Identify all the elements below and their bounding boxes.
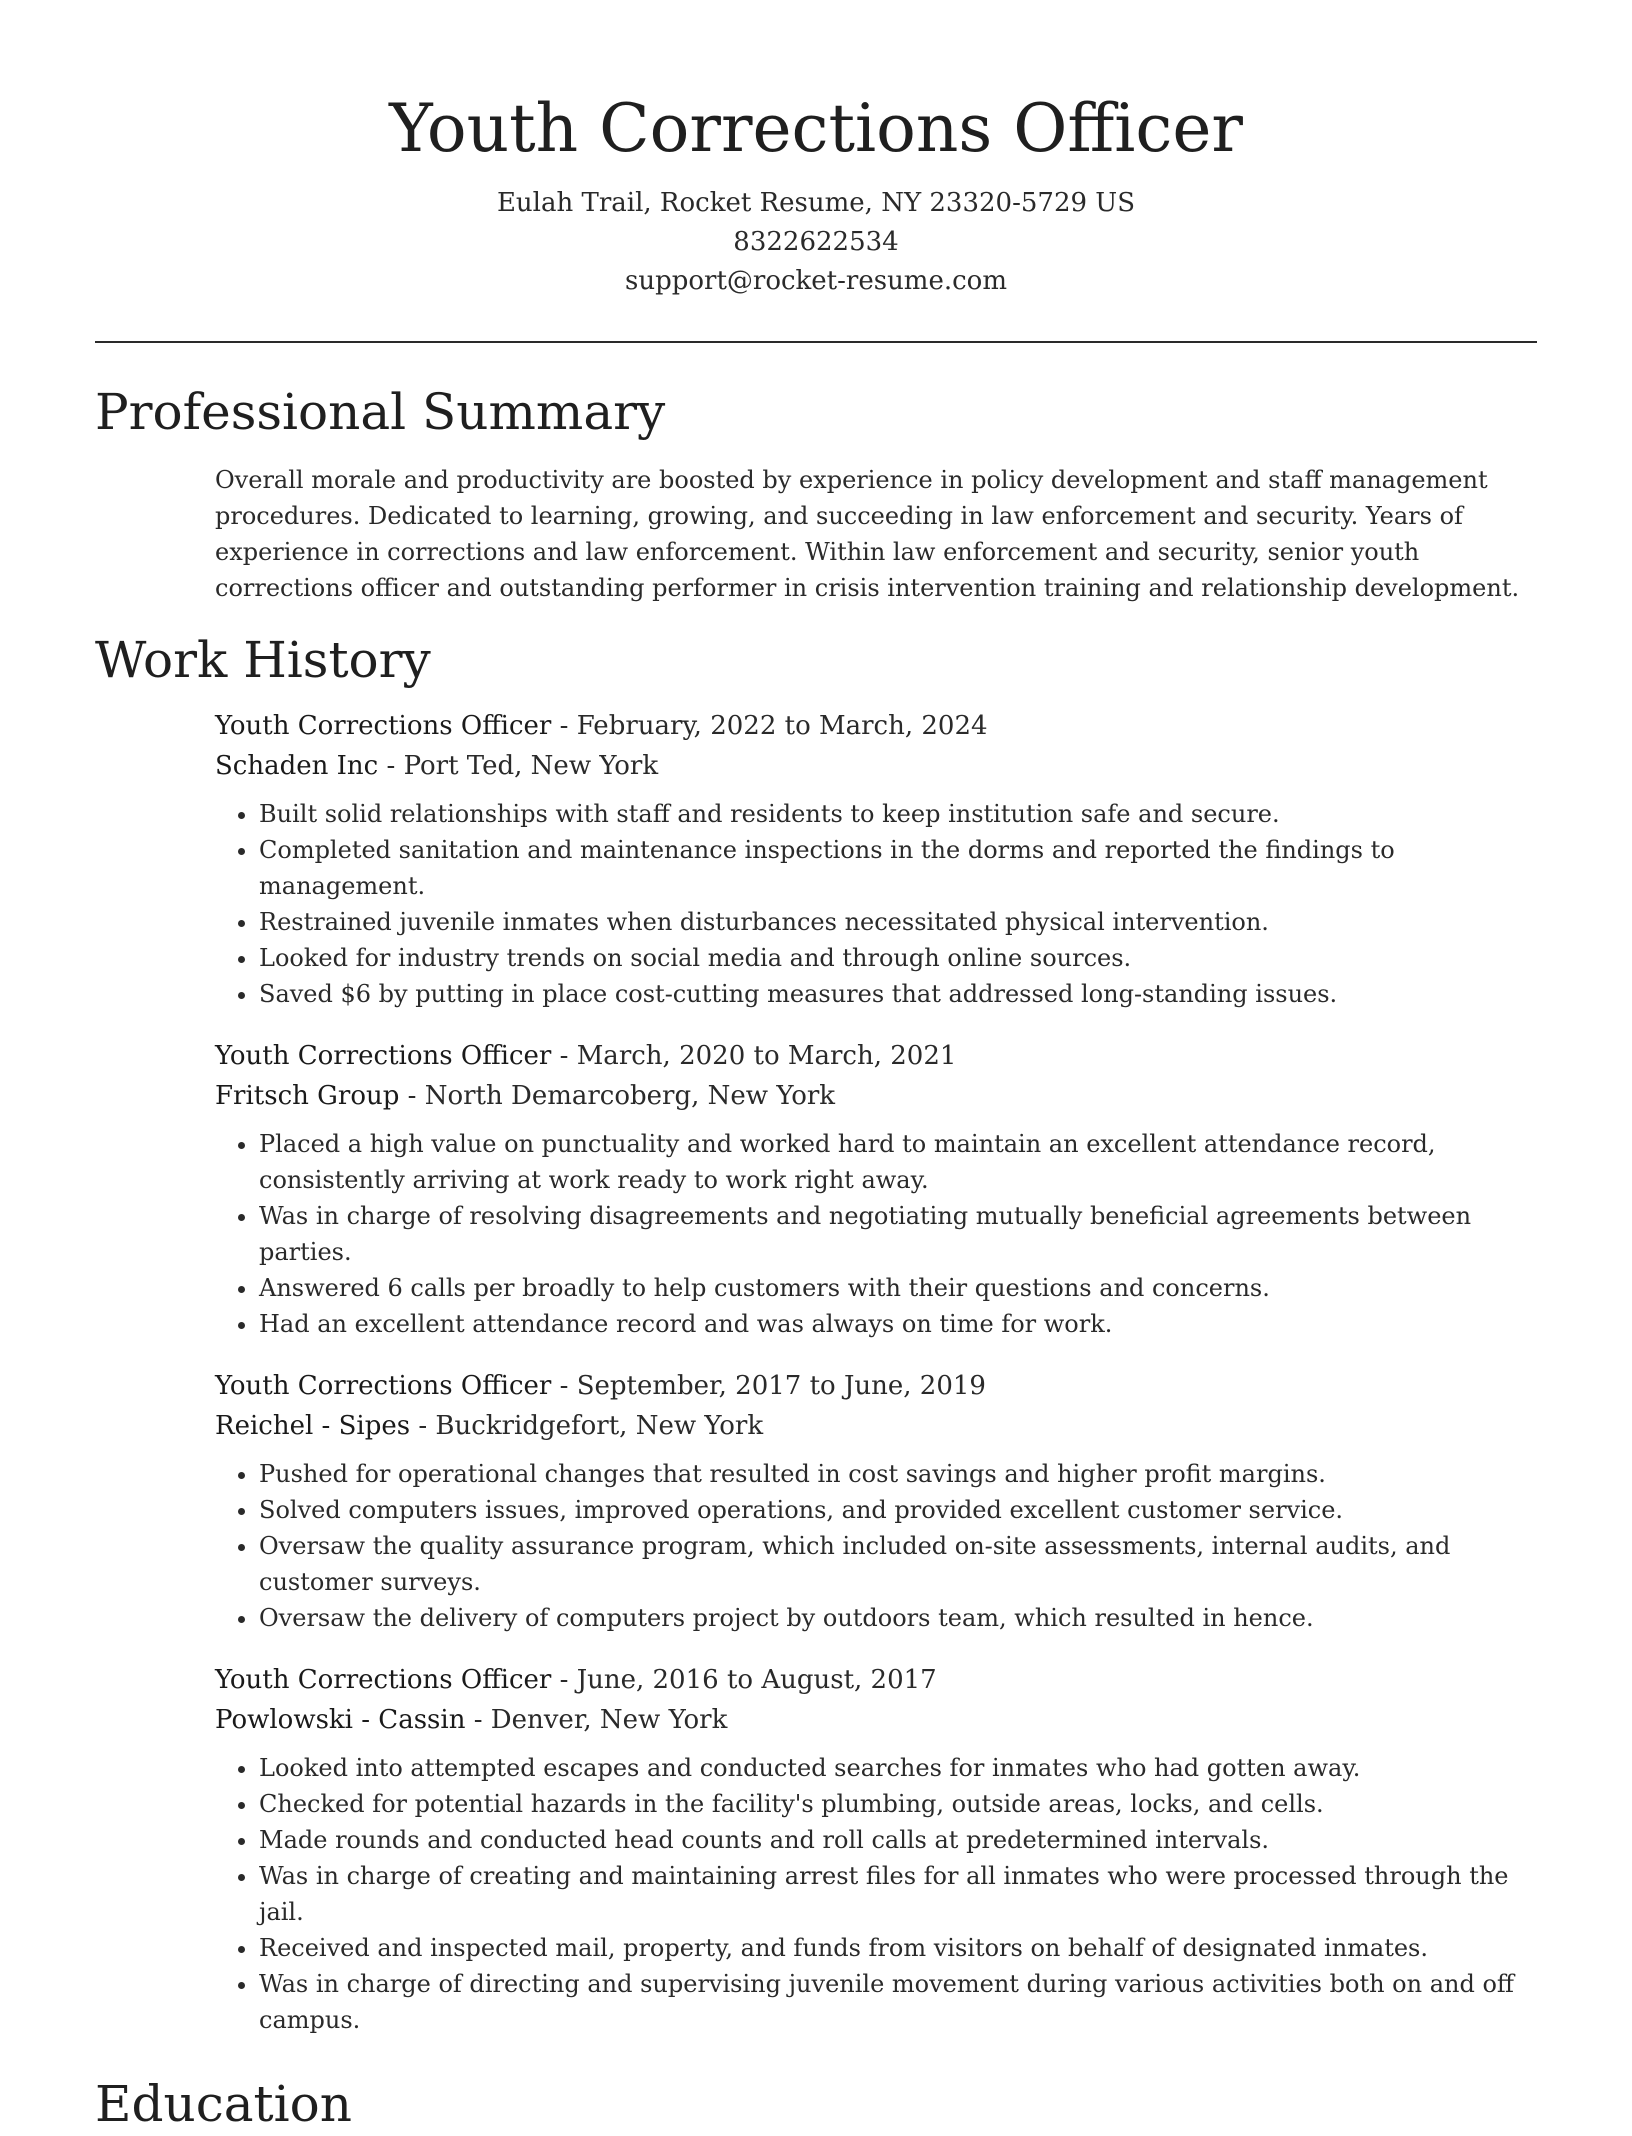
job-title: Youth Corrections Officer [215, 1041, 552, 1071]
job-entry [215, 1366, 1540, 1636]
job-list [215, 706, 1540, 2062]
contact-address: Eulah Trail, Rocket Resume, NY 23320-5729 US [496, 188, 1136, 218]
job-title-line [215, 1366, 1540, 1406]
list-item: • Placed a high value on punctuality and worked hard to maintain an excellent attendance record, consistently arriving at work ready to work right away. [259, 1126, 1540, 1198]
list-item: • Oversaw the delivery of computers project by outdoors team, which resulted in hence. [259, 1600, 1540, 1636]
job-company-line [215, 746, 1540, 786]
education-heading: Education [95, 2075, 352, 2133]
list-item: • Made rounds and conducted head counts and roll calls at predetermined intervals. [259, 1822, 1540, 1858]
list-item: • Restrained juvenile inmates when disturbances necessitated physical intervention. [259, 904, 1540, 940]
job-bullets [215, 1456, 1540, 1636]
job-title: Youth Corrections Officer [215, 1371, 552, 1401]
job-title: Youth Corrections Officer [215, 1665, 552, 1695]
job-dates: - June, 2016 to August, 2017 [551, 1665, 937, 1695]
contact-email: support@rocket-resume.com [624, 266, 1007, 296]
job-bullets [215, 1126, 1540, 1342]
job-company: Schaden Inc [215, 751, 379, 781]
contact-block [0, 184, 1632, 301]
job-title-line [215, 1036, 1540, 1076]
job-company: Powlowski - Cassin [215, 1705, 466, 1735]
header-divider [95, 341, 1537, 343]
job-company-line [215, 1700, 1540, 1740]
list-item: • Pushed for operational changes that resulted in cost savings and higher profit margins. [259, 1456, 1540, 1492]
job-location: - North Demarcoberg, New York [399, 1081, 836, 1111]
job-title: Youth Corrections Officer [215, 711, 552, 741]
list-item: • Built solid relationships with staff and residents to keep institution safe and secure. [259, 796, 1540, 832]
list-item: • Solved computers issues, improved operations, and provided excellent customer service. [259, 1492, 1540, 1528]
job-entry [215, 1036, 1540, 1342]
list-item: • Oversaw the quality assurance program, which included on-site assessments, internal audits, and customer surveys. [259, 1528, 1540, 1600]
job-bullets [215, 796, 1540, 1012]
job-entry [215, 1660, 1540, 2038]
list-item: • Was in charge of creating and maintaining arrest files for all inmates who were processed through the jail. [259, 1858, 1540, 1930]
job-company-line [215, 1406, 1540, 1446]
contact-phone: 8322622534 [733, 227, 899, 257]
list-item: • Looked for industry trends on social media and through online sources. [259, 940, 1540, 976]
job-entry [215, 706, 1540, 1012]
list-item: • Was in charge of resolving disagreements and negotiating mutually beneficial agreements between parties. [259, 1198, 1540, 1270]
list-item: • Answered 6 calls per broadly to help customers with their questions and concerns. [259, 1270, 1540, 1306]
work-history-heading: Work History [95, 631, 431, 689]
job-location: - Port Ted, New York [378, 751, 659, 781]
job-location: - Denver, New York [465, 1705, 728, 1735]
job-title-line [215, 706, 1540, 746]
job-bullets [215, 1750, 1540, 2038]
job-title-line [215, 1660, 1540, 1700]
job-dates: - February, 2022 to March, 2024 [551, 711, 988, 741]
resume-header [0, 0, 1632, 301]
job-company: Reichel - Sipes [215, 1411, 411, 1441]
job-location: - Buckridgefort, New York [410, 1411, 764, 1441]
job-dates: - September, 2017 to June, 2019 [551, 1371, 986, 1401]
job-company: Fritsch Group [215, 1081, 400, 1111]
list-item: • Received and inspected mail, property, and funds from visitors on behalf of designated inmates. [259, 1930, 1540, 1966]
summary-text: Overall morale and productivity are boosted by experience in policy development and staff management procedures. Dedicated to learning, growing, and succeeding in law enforcement and security. Years of experience in corrections and law enforcement. Within law enforcement and security, senior youth corrections officer and outstanding performer in crisis intervention training and relationship development. [215, 466, 1520, 602]
job-company-line [215, 1076, 1540, 1116]
list-item: • Looked into attempted escapes and conducted searches for inmates who had gotten away. [259, 1750, 1540, 1786]
list-item: • Checked for potential hazards in the facility's plumbing, outside areas, locks, and cells. [259, 1786, 1540, 1822]
page-title: Youth Corrections Officer [389, 90, 1243, 167]
list-item: • Had an excellent attendance record and was always on time for work. [259, 1306, 1540, 1342]
summary-heading: Professional Summary [95, 383, 666, 441]
list-item: • Completed sanitation and maintenance inspections in the dorms and reported the findings to management. [259, 832, 1540, 904]
list-item: • Saved $6 by putting in place cost-cutting measures that addressed long-standing issues. [259, 976, 1540, 1012]
list-item: • Was in charge of directing and supervising juvenile movement during various activities both on and off campus. [259, 1966, 1540, 2038]
job-dates: - March, 2020 to March, 2021 [551, 1041, 957, 1071]
